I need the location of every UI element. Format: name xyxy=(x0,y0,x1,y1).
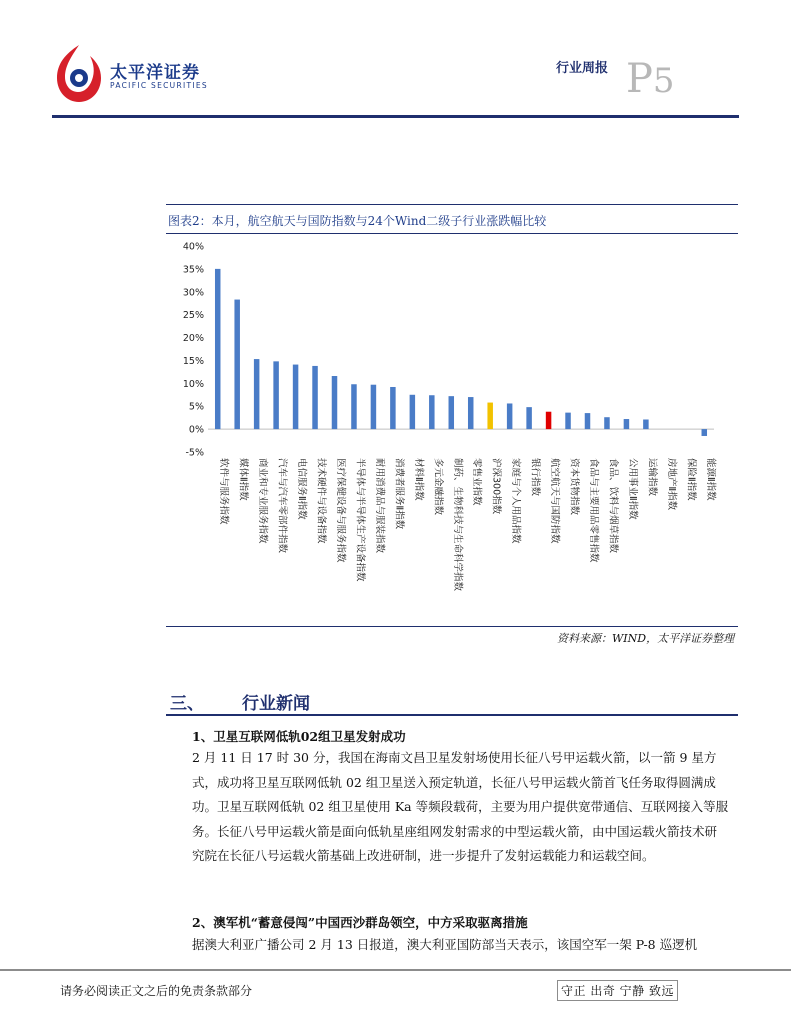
x-tick-label: 媒体Ⅱ指数 xyxy=(237,458,249,501)
section-divider xyxy=(166,714,738,716)
x-tick-label: 保险Ⅱ指数 xyxy=(685,458,697,501)
x-tick-label: 食品与主要用品零售指数 xyxy=(588,458,599,563)
x-tick-label: 制药、生物科技与生命科学指数 xyxy=(451,458,463,592)
brand-name-en: PACIFIC SECURITIES xyxy=(110,81,208,90)
bar xyxy=(585,413,591,429)
bar xyxy=(293,365,299,430)
y-tick-label: 20% xyxy=(182,333,204,345)
bar xyxy=(604,417,610,429)
bar xyxy=(507,403,512,429)
page-letter: P xyxy=(626,56,653,102)
chart-bottom-rule xyxy=(166,626,738,627)
bar xyxy=(410,395,416,429)
y-tick-label: 15% xyxy=(182,355,204,367)
chart-top-rule xyxy=(166,204,738,205)
chart-title: 图表2：本月，航空航天与国防指数与24个Wind二级子行业涨跌幅比较 xyxy=(168,214,547,228)
x-tick-label: 银行指数 xyxy=(529,458,541,497)
section-heading xyxy=(170,689,310,714)
x-tick-label: 资本货物指数 xyxy=(568,458,580,516)
page-digit: 5 xyxy=(652,61,675,101)
y-tick-label: 35% xyxy=(182,264,204,276)
news-body-line: 究院在长征八号运载火箭基础上改进研制，进一步提升了发射运载能力和运载空间。 xyxy=(192,848,655,863)
news-body-line: 2 月 11 日 17 时 30 分，我国在海南文昌卫星发射场使用长征八号甲运载火箭，以一箭 9 星方 xyxy=(192,750,717,765)
bar xyxy=(624,419,630,429)
x-tick-label: 技术硬件与设备指数 xyxy=(315,458,327,544)
bar xyxy=(390,387,396,429)
bar xyxy=(546,412,552,429)
y-tick-label: 10% xyxy=(182,378,204,390)
x-tick-label: 商业和专业服务指数 xyxy=(257,458,269,544)
news-title-2: 2、澳军机“蓄意侵闯”中国西沙群岛领空，中方采取驱离措施 xyxy=(192,915,528,930)
bar xyxy=(702,429,708,436)
x-tick-label: 汽车与汽车零部件指数 xyxy=(276,458,288,554)
x-tick-label: 医疗保健设备与服务指数 xyxy=(335,458,346,563)
bar xyxy=(332,376,338,429)
bar xyxy=(449,396,455,429)
bar xyxy=(565,413,571,429)
x-tick-label: 公用事业Ⅱ指数 xyxy=(626,458,638,520)
x-tick-label: 房地产Ⅱ指数 xyxy=(665,458,677,511)
header-divider xyxy=(52,115,739,118)
bar xyxy=(351,384,357,429)
x-tick-label: 运输指数 xyxy=(646,458,658,497)
news-body-1 xyxy=(192,746,740,869)
x-tick-label: 食品、饮料与烟草指数 xyxy=(607,458,619,554)
x-tick-label: 电信服务Ⅱ指数 xyxy=(296,458,308,520)
bar xyxy=(215,269,221,429)
x-tick-label: 家庭与个人用品指数 xyxy=(510,458,522,544)
bar xyxy=(273,361,279,429)
x-tick-label: 沪深300指数 xyxy=(490,458,502,515)
report-type: 行业周报 xyxy=(556,61,609,76)
y-tick-label: 0% xyxy=(188,424,204,436)
x-tick-label: 零售业指数 xyxy=(471,458,483,506)
news-body-line: 式，成功将卫星互联网低轨 02 组卫星送入预定轨道，长征八号甲运载火箭首飞任务取得圆满成 xyxy=(192,774,716,790)
x-tick-label: 软件与服务指数 xyxy=(218,458,230,525)
chart-source: 资料来源：WIND，太平洋证券整理 xyxy=(557,632,735,645)
bar xyxy=(312,366,318,429)
section-number: 三、 xyxy=(170,694,204,714)
bar xyxy=(234,300,240,430)
x-tick-label: 材料Ⅱ指数 xyxy=(412,458,424,501)
chart-title-rule xyxy=(166,233,738,234)
y-tick-label: -5% xyxy=(185,447,204,459)
company-logo xyxy=(52,42,106,106)
x-tick-label: 航空航天与国防指数 xyxy=(549,458,561,544)
bar xyxy=(526,407,532,429)
y-tick-label: 30% xyxy=(182,287,204,299)
footer-divider xyxy=(0,969,791,971)
bar-chart xyxy=(166,236,738,624)
x-tick-label: 半导体与半导体生产设备指数 xyxy=(354,458,366,582)
footer-disclaimer: 请务必阅读正文之后的免责条款部分 xyxy=(60,984,253,998)
bar xyxy=(429,395,435,429)
y-tick-label: 25% xyxy=(182,310,204,322)
section-title: 行业新闻 xyxy=(242,694,310,714)
bar xyxy=(643,419,649,429)
bar xyxy=(371,385,377,429)
y-tick-label: 5% xyxy=(188,401,204,413)
bar xyxy=(487,403,493,430)
x-tick-label: 多元金融指数 xyxy=(432,458,444,516)
page-number xyxy=(626,56,675,102)
news-body-line: 务。长征八号甲运载火箭是面向低轨星座组网发射需求的中型运载火箭，由中国运载火箭技术研 xyxy=(192,823,718,839)
brand-name-cn: 太平洋证券 xyxy=(110,63,200,83)
y-tick-label: 40% xyxy=(182,241,204,253)
footer-motto: 守正 出奇 宁静 致远 xyxy=(557,980,678,1001)
news-body-2 xyxy=(192,933,740,958)
news-title-1: 1、卫星互联网低轨02组卫星发射成功 xyxy=(192,729,406,744)
news-body-line: 功。卫星互联网低轨 02 组卫星使用 Ka 等频段载荷，主要为用户提供宽带通信、互联网接入等服 xyxy=(192,799,729,814)
x-tick-label: 能源Ⅱ指数 xyxy=(704,458,716,501)
bar xyxy=(468,397,474,429)
news-body-line: 据澳大利亚广播公司 2 月 13 日报道，澳大利亚国防部当天表示，该国空军一架 P-8 巡逻机 xyxy=(192,937,698,952)
x-tick-label: 消费者服务Ⅱ指数 xyxy=(393,458,405,530)
bar xyxy=(254,359,260,429)
x-tick-label: 耐用消费品与服装指数 xyxy=(373,458,385,554)
